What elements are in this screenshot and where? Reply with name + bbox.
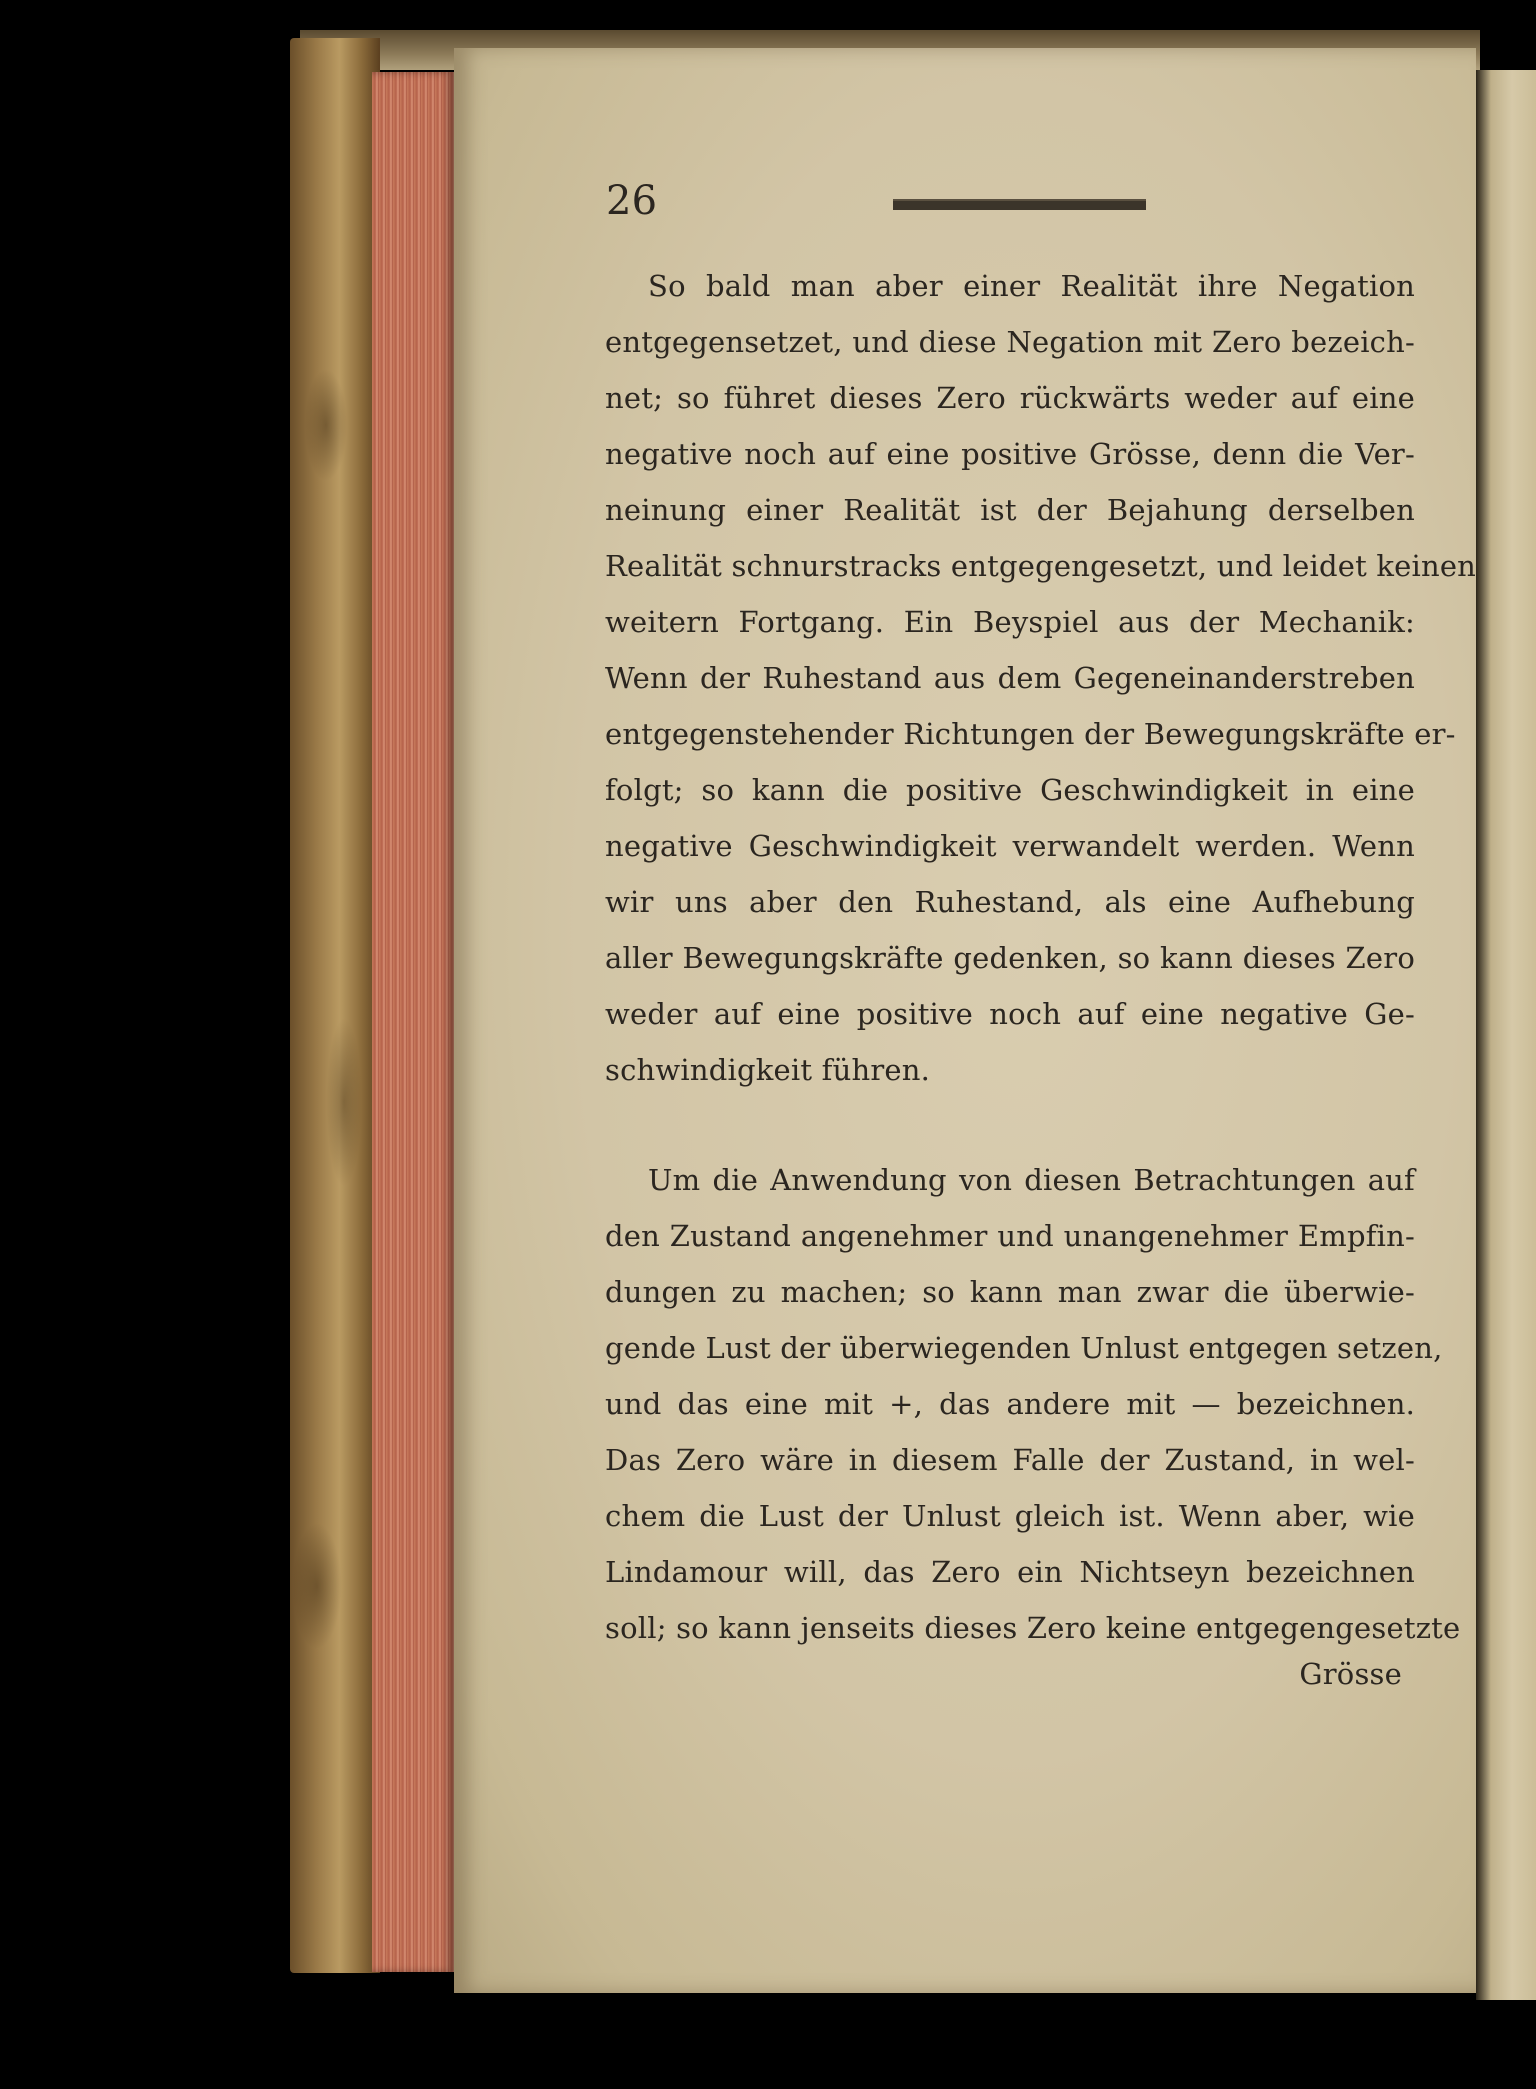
- text-line: dungen zu machen; so kann man zwar die überwie-: [605, 1275, 1415, 1309]
- text-line: aller Bewegungskräfte gedenken, so kann dieses Zero: [605, 941, 1415, 975]
- text-line: schwindigkeit führen.: [605, 1053, 931, 1087]
- text-line: weder auf eine positive noch auf eine negative Ge-: [605, 997, 1415, 1031]
- text-line: chem die Lust der Unlust gleich ist. Wenn aber, wie: [605, 1499, 1415, 1533]
- text-line: Lindamour will, das Zero ein Nichtseyn bezeichnen: [605, 1555, 1415, 1589]
- text-line: Um die Anwendung von diesen Betrachtungen auf: [648, 1163, 1415, 1197]
- page-edges: [372, 72, 454, 1972]
- text-line: Wenn der Ruhestand aus dem Gegeneinanderstreben: [605, 661, 1415, 695]
- text-line: negative noch auf eine positive Grösse, denn die Ver-: [605, 437, 1415, 471]
- text-line: entgegensetzet, und diese Negation mit Zero bezeich-: [605, 325, 1415, 359]
- text-line: den Zustand angenehmer und unangenehmer Empfin-: [605, 1219, 1415, 1253]
- text-line: negative Geschwindigkeit verwandelt werden. Wenn: [605, 829, 1415, 863]
- text-line: Realität schnurstracks entgegengesetzt, und leidet keinen: [605, 549, 1477, 583]
- text-line: Das Zero wäre in diesem Falle der Zustand, in wel-: [605, 1443, 1415, 1477]
- text-line: net; so führet dieses Zero rückwärts weder auf eine: [605, 381, 1415, 415]
- text-line: und das eine mit +, das andere mit — bezeichnen.: [605, 1387, 1415, 1421]
- page-number: 26: [606, 178, 658, 224]
- text-line: So bald man aber einer Realität ihre Negation: [648, 269, 1415, 303]
- text-line: neinung einer Realität ist der Bejahung derselben: [605, 493, 1415, 527]
- text-line: entgegenstehender Richtungen der Bewegungskräfte er-: [605, 717, 1456, 751]
- text-line: soll; so kann jenseits dieses Zero keine entgegengesetzte: [605, 1611, 1461, 1645]
- text-line: gende Lust der überwiegenden Unlust entgegen setzen,: [605, 1331, 1443, 1365]
- catchword: Grösse: [1299, 1657, 1402, 1691]
- text-line: folgt; so kann die positive Geschwindigkeit in eine: [605, 773, 1415, 807]
- book-cover-board: [290, 38, 380, 1973]
- facing-page-edge: [1476, 70, 1536, 2000]
- text-line: wir uns aber den Ruhestand, als eine Aufhebung: [605, 885, 1415, 919]
- header-rule: [893, 199, 1146, 210]
- text-line: weitern Fortgang. Ein Beyspiel aus der Mechanik:: [605, 605, 1415, 639]
- cover-stains: [290, 38, 380, 1973]
